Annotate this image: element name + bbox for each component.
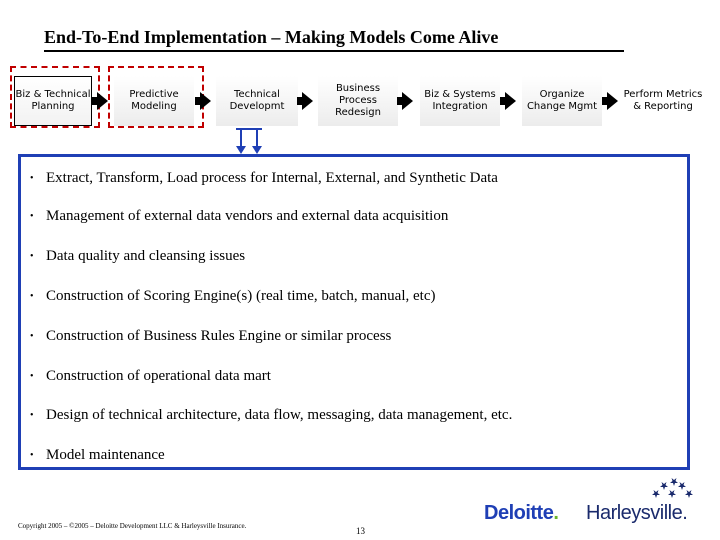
title-underline: [44, 50, 624, 52]
connector-arrowhead: [252, 146, 262, 154]
copyright-notice: Copyright 2005 – ©2005 – Deloitte Development LLC & Harleysville Insurance.: [18, 522, 247, 530]
bullet-glyph: •: [30, 173, 34, 185]
process-arrow: [200, 92, 211, 110]
bullet-item: [30, 248, 245, 265]
bullet-glyph: •: [30, 251, 34, 263]
process-step-label: Perform Metrics & Reporting: [623, 89, 703, 112]
bullet-text: Model maintenance: [46, 447, 165, 463]
process-arrow: [402, 92, 413, 110]
deloitte-logo: [484, 502, 558, 525]
deloitte-dot: .: [553, 502, 559, 524]
process-step-metrics[interactable]: [622, 70, 704, 132]
process-arrow: [505, 92, 516, 110]
process-step-label: Technical Developmt: [229, 89, 285, 112]
bullet-text: Construction of Scoring Engine(s) (real time, batch, manual, etc): [46, 288, 436, 304]
process-step-label: Organize Change Mgmt: [526, 89, 598, 112]
process-step-planning[interactable]: [14, 76, 92, 126]
process-step-integration[interactable]: [420, 76, 500, 126]
bullet-text: Design of technical architecture, data flow, messaging, data management, etc.: [46, 407, 513, 423]
bullet-glyph: •: [30, 450, 34, 462]
process-step-label: Business Process Redesign: [335, 83, 381, 118]
bullet-text: Management of external data vendors and external data acquisition: [46, 208, 449, 224]
process-step-technical[interactable]: [216, 76, 298, 126]
page-number: 13: [356, 526, 365, 536]
process-step-label: Predictive Modeling: [129, 89, 179, 112]
process-step-business[interactable]: [318, 76, 398, 126]
deloitte-wordmark: Deloitte: [484, 502, 554, 524]
bullet-text: Data quality and cleansing issues: [46, 248, 246, 264]
bullet-item: [30, 368, 271, 385]
process-step-label: Biz & Systems Integration: [424, 89, 496, 112]
bullet-item: [30, 208, 448, 225]
process-step-label: Biz & Technical Planning: [15, 89, 91, 112]
harleysville-logo: Harleysville.: [586, 502, 688, 524]
process-arrow: [302, 92, 313, 110]
process-step-modeling[interactable]: [114, 76, 194, 126]
bullet-item: [30, 170, 498, 187]
bullet-glyph: •: [30, 291, 34, 303]
bullet-glyph: •: [30, 211, 34, 223]
bullet-text: Extract, Transform, Load process for Internal, External, and Synthetic Data: [46, 170, 498, 186]
bullet-item: [30, 447, 165, 464]
page-title: End-To-End Implementation – Making Models Come Alive: [44, 27, 499, 47]
bullet-item: [30, 288, 435, 305]
process-arrow: [607, 92, 618, 110]
harleysville-stars-icon: [650, 478, 694, 504]
process-arrow: [97, 92, 108, 110]
bullet-text: Construction of Business Rules Engine or similar process: [46, 328, 392, 344]
bullet-glyph: •: [30, 410, 34, 422]
connector-arrowhead: [236, 146, 246, 154]
bullet-text: Construction of operational data mart: [46, 368, 271, 384]
bullet-item: [30, 407, 512, 424]
bullet-glyph: •: [30, 331, 34, 343]
bullet-glyph: •: [30, 371, 34, 383]
bullet-item: [30, 328, 391, 345]
process-step-change[interactable]: [522, 76, 602, 126]
connector-crossbar: [236, 128, 262, 130]
